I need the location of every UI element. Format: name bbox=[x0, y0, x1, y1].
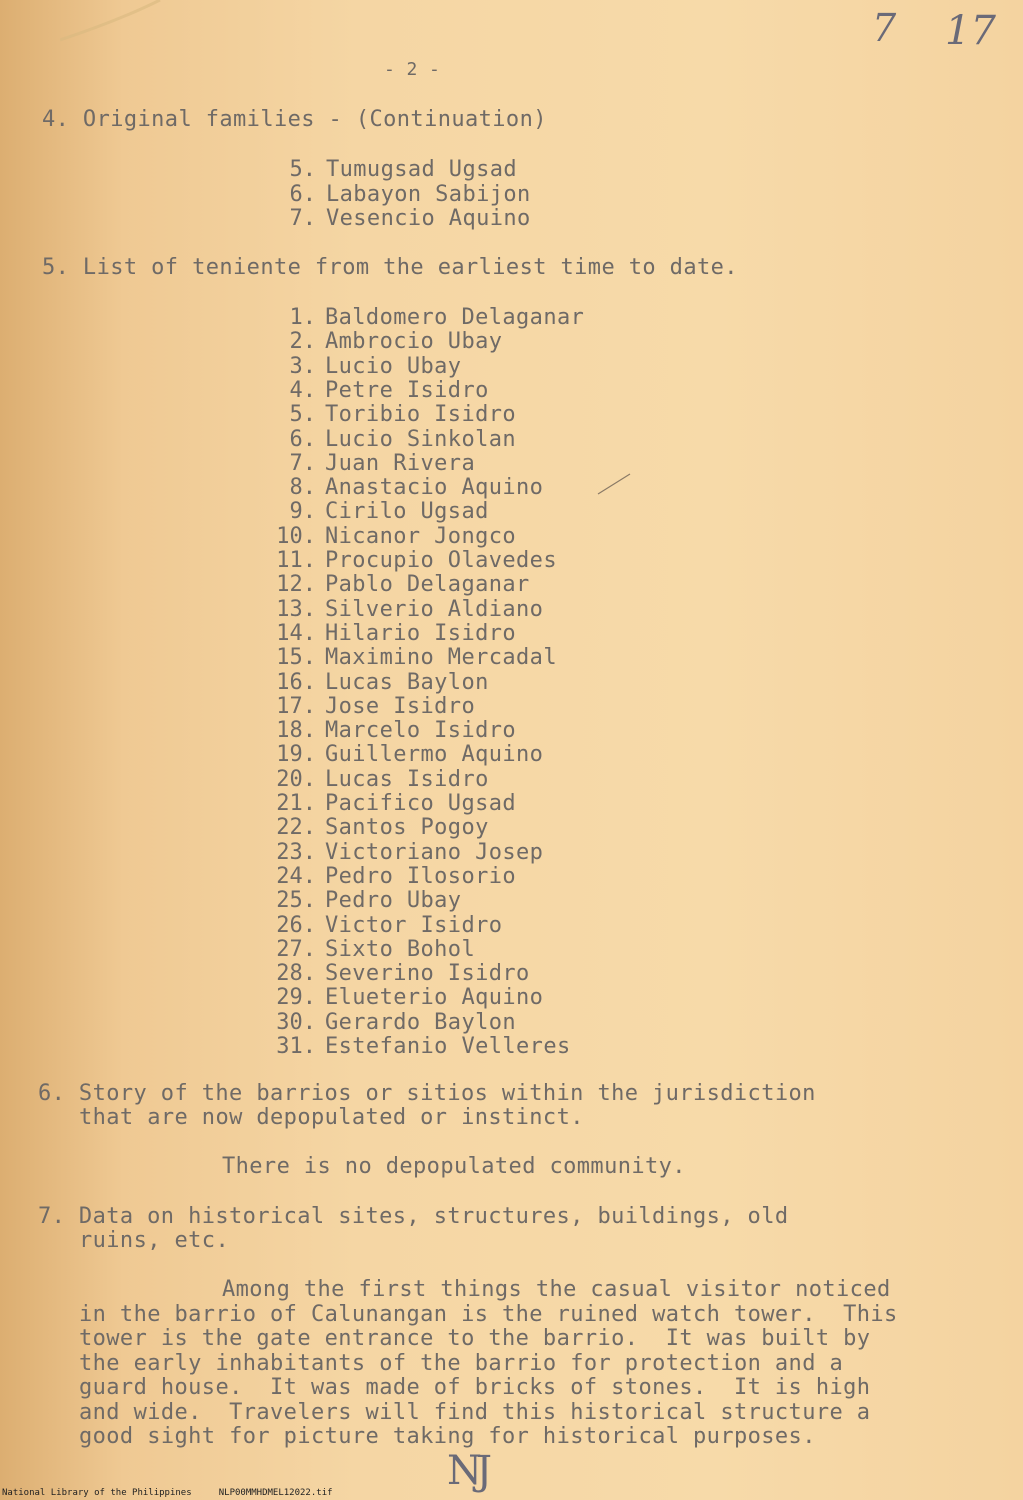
list-item-name: Toribio Isidro bbox=[325, 402, 517, 428]
list-item-name: Victor Isidro bbox=[325, 912, 503, 938]
list-item-number: 22. bbox=[276, 815, 316, 841]
list-item-number: 16. bbox=[276, 669, 316, 695]
list-item-name: Silverio Aldiano bbox=[325, 596, 544, 622]
section-6-answer: There is no depopulated community. bbox=[222, 1154, 686, 1179]
list-item-name: Procupio Olavedes bbox=[325, 548, 557, 573]
list-item-name: Ambrocio Ubay bbox=[325, 329, 503, 355]
list-item-name: Gerardo Baylon bbox=[325, 1009, 517, 1035]
list-item-name: Sixto Bohol bbox=[325, 936, 476, 962]
list-item-number: 30. bbox=[276, 1009, 316, 1035]
list-item-name: Jose Isidro bbox=[325, 693, 476, 719]
section-6-heading-line2: that are now depopulated or instinct. bbox=[79, 1105, 584, 1130]
list-item-name: Victoriano Josep bbox=[325, 839, 544, 865]
section-7-heading-line1: 7. Data on historical sites, structures, buildings, old bbox=[38, 1204, 789, 1229]
list-item-name: Santos Pogoy bbox=[325, 815, 489, 841]
list-item-name: Pedro Ilosorio bbox=[325, 863, 517, 889]
list-item-number: 7. bbox=[289, 206, 316, 231]
list-item-name: Nicanor Jongco bbox=[325, 523, 517, 549]
footer-caption: National Library of the Philippines NLP00MMHDMEL12022.tif bbox=[2, 1488, 333, 1498]
list-item-name: Estefanio Velleres bbox=[325, 1034, 571, 1059]
list-item-number: 11. bbox=[276, 548, 316, 573]
list-item-number: 26. bbox=[276, 912, 316, 938]
list-item-number: 25. bbox=[276, 888, 316, 914]
paper-tear bbox=[60, 0, 230, 60]
section-5-heading: 5. List of teniente from the earliest time to date. bbox=[42, 255, 738, 280]
section-4-heading: 4. Original families - (Continuation) bbox=[42, 107, 547, 132]
list-item-name: Cirilo Ugsad bbox=[325, 499, 489, 525]
section-6-heading-line1: 6. Story of the barrios or sitios within the jurisdiction bbox=[38, 1081, 816, 1106]
list-item-name: Marcelo Isidro bbox=[325, 718, 517, 744]
list-item-number: 12. bbox=[276, 572, 316, 598]
list-item-number: 28. bbox=[276, 961, 316, 987]
list-item-number: 6. bbox=[289, 426, 316, 452]
list-item-name: Elueterio Aquino bbox=[325, 985, 544, 1011]
list-item-number: 7. bbox=[289, 450, 316, 476]
list-item-name: Tumugsad Ugsad bbox=[326, 157, 518, 182]
pencil-mark bbox=[596, 468, 636, 498]
list-item-number: 29. bbox=[276, 985, 316, 1011]
list-item-name: Lucio Sinkolan bbox=[325, 426, 517, 452]
list-item-name: Anastacio Aquino bbox=[325, 475, 544, 501]
list-item-number: 31. bbox=[276, 1034, 316, 1059]
list-item-number: 6. bbox=[289, 181, 316, 207]
list-item-name: Severino Isidro bbox=[325, 961, 530, 987]
paragraph-line: tower is the gate entrance to the barrio. It was built by bbox=[79, 1326, 871, 1351]
list-item-number: 19. bbox=[276, 742, 316, 768]
list-item-number: 17. bbox=[276, 693, 316, 719]
list-item-name: Maximino Mercadal bbox=[325, 645, 557, 671]
list-item-number: 4. bbox=[289, 377, 316, 403]
paragraph-line: Among the first things the casual visitor noticed bbox=[222, 1277, 891, 1302]
list-item-number: 24. bbox=[276, 863, 316, 889]
paragraph-line: the early inhabitants of the barrio for protection and a bbox=[79, 1350, 844, 1376]
page-number: - 2 - bbox=[384, 59, 441, 80]
list-item-number: 27. bbox=[276, 936, 316, 962]
list-item-name: Hilario Isidro bbox=[325, 620, 517, 646]
list-item-number: 14. bbox=[276, 620, 316, 646]
list-item-number: 23. bbox=[276, 839, 316, 865]
list-item-name: Guillermo Aquino bbox=[325, 742, 544, 768]
list-item-name: Labayon Sabijon bbox=[326, 181, 531, 207]
list-item-number: 10. bbox=[276, 523, 316, 549]
list-item-number: 8. bbox=[289, 475, 316, 501]
handwritten-initials: NJ bbox=[447, 1448, 487, 1494]
list-item-number: 9. bbox=[289, 499, 316, 525]
list-item-name: Petre Isidro bbox=[325, 377, 489, 403]
list-item-name: Juan Rivera bbox=[325, 450, 476, 476]
list-item-name: Lucas Isidro bbox=[325, 766, 489, 792]
list-item-name: Pedro Ubay bbox=[325, 888, 462, 914]
list-item-number: 5. bbox=[289, 157, 316, 182]
list-item-number: 2. bbox=[289, 329, 316, 355]
list-item-number: 5. bbox=[289, 402, 316, 428]
list-item-name: Baldomero Delaganar bbox=[325, 305, 585, 330]
list-item-number: 3. bbox=[289, 353, 316, 379]
list-item-number: 18. bbox=[276, 718, 316, 744]
list-item-number: 1. bbox=[289, 305, 316, 330]
section-7-heading-line2: ruins, etc. bbox=[79, 1228, 230, 1253]
list-item-number: 15. bbox=[276, 645, 316, 671]
handwritten-page-number: 17 bbox=[945, 8, 996, 54]
paragraph-line: and wide. Travelers will find this historical structure a bbox=[79, 1399, 871, 1425]
list-item-number: 13. bbox=[276, 596, 316, 622]
paragraph-line: in the barrio of Calunangan is the ruined watch tower. This bbox=[79, 1301, 898, 1327]
list-item-name: Pablo Delaganar bbox=[325, 572, 530, 598]
list-item-number: 20. bbox=[276, 766, 316, 792]
list-item-name: Lucas Baylon bbox=[325, 669, 489, 695]
list-item-number: 21. bbox=[276, 791, 316, 816]
paragraph-line: good sight for picture taking for historical purposes. bbox=[79, 1424, 816, 1449]
list-item-name: Lucio Ubay bbox=[325, 353, 462, 379]
list-item-name: Pacifico Ugsad bbox=[325, 791, 517, 816]
list-item-name: Vesencio Aquino bbox=[326, 206, 531, 231]
paragraph-line: guard house. It was made of bricks of stones. It is high bbox=[79, 1375, 871, 1400]
handwritten-mark-left: 7 bbox=[872, 6, 897, 50]
